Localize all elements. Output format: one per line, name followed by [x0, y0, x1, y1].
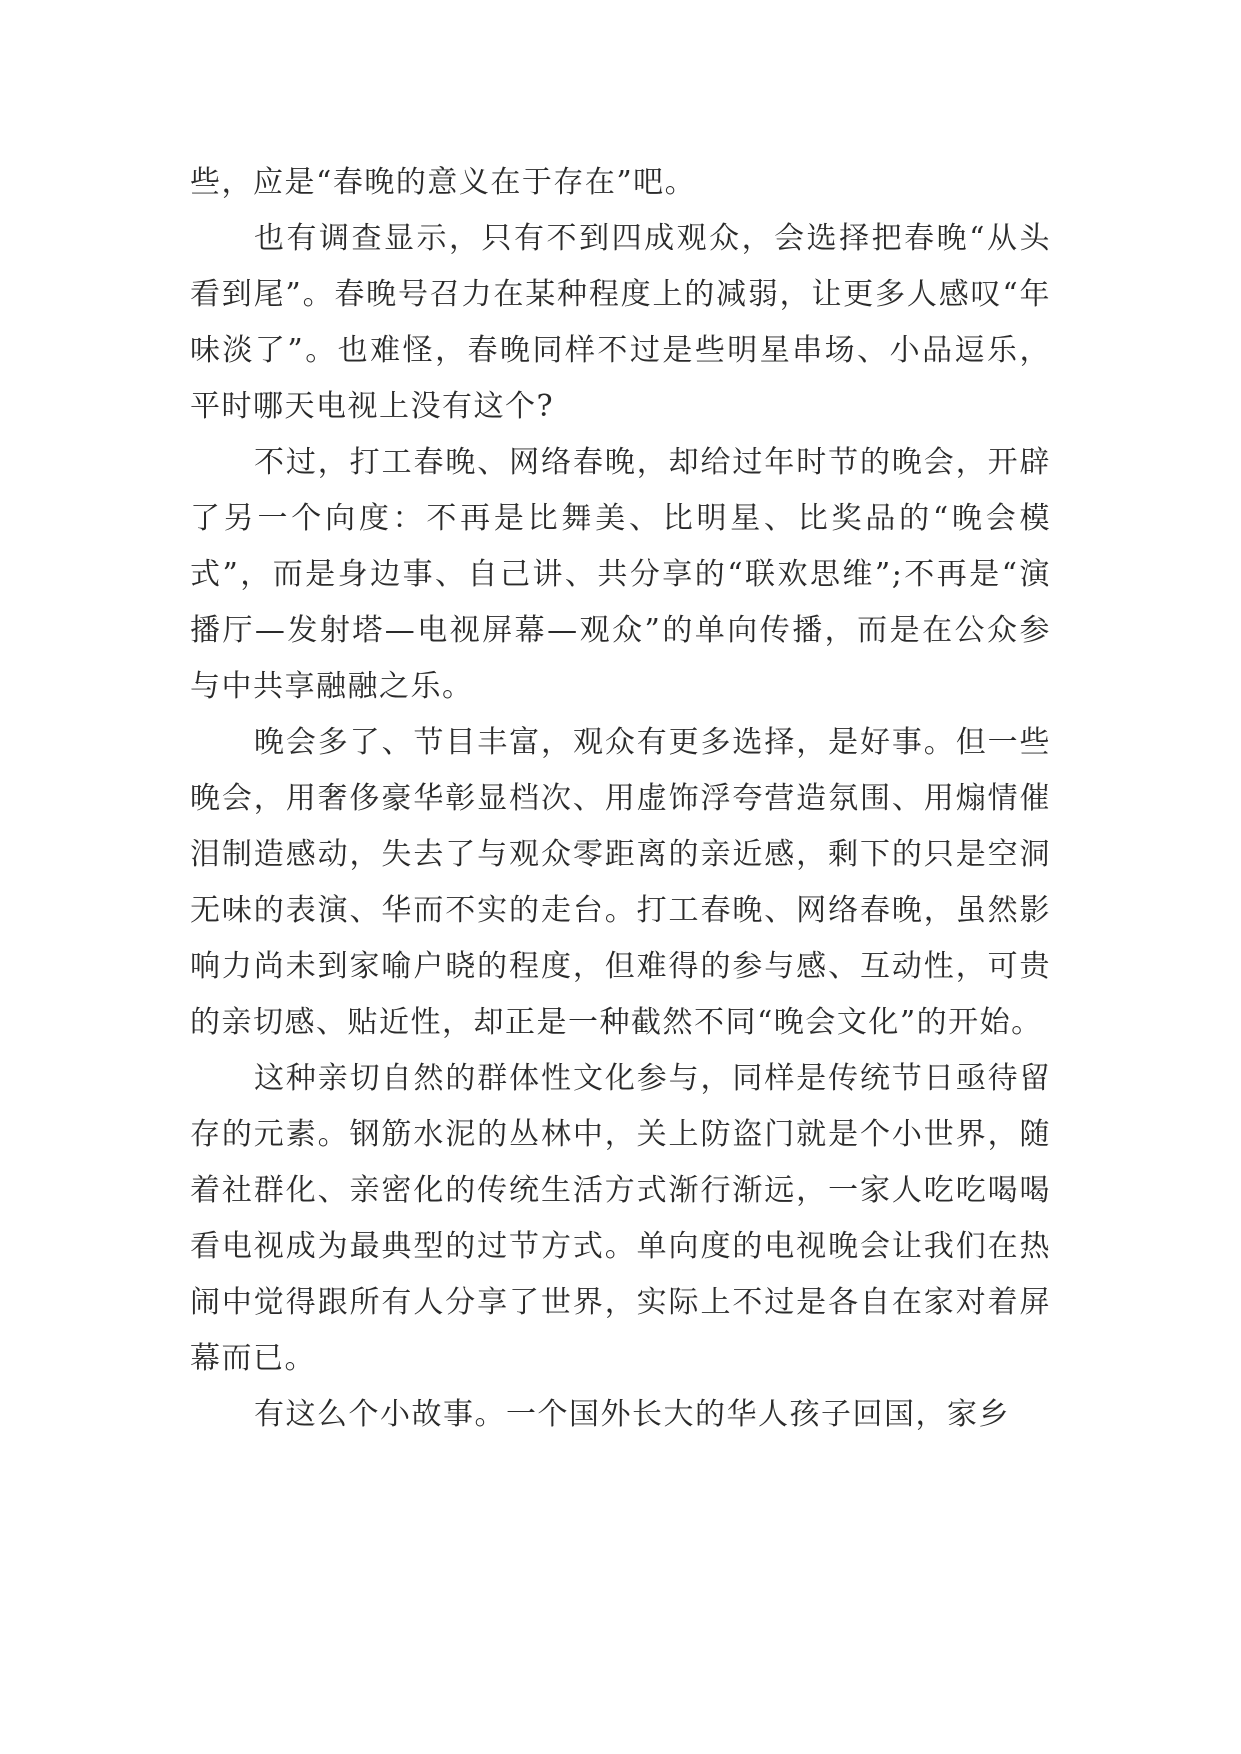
- paragraph-6: 有这么个小故事。一个国外长大的华人孩子回国，家乡: [254, 1397, 1010, 1432]
- paragraph-3: 不过，打工春晚、网络春晚，却给过年时节的晚会，开辟了另一个向度：不再是比舞美、比明星、比奖品的“晚会模式”，而是身边事、自己讲、共分享的“联欢思维”;不再是“演播厅—发射塔—电视屏幕—观众”的单向传播，而是在公众参与中共享融融之乐。: [190, 445, 1051, 704]
- paragraph-2: 也有调查显示，只有不到四成观众，会选择把春晚“从头看到尾”。春晚号召力在某种程度上的减弱，让更多人感叹“年味淡了”。也难怪，春晚同样不过是些明星串场、小品逗乐，平时哪天电视上没有这个?: [190, 221, 1051, 424]
- paragraph-1: 些，应是“春晚的意义在于存在”吧。: [190, 165, 697, 200]
- paragraph-4: 晚会多了、节目丰富，观众有更多选择，是好事。但一些晚会，用奢侈豪华彰显档次、用虚饰浮夸营造氛围、用煽情催泪制造感动，失去了与观众零距离的亲近感，剩下的只是空洞无味的表演、华而不实的走台。打工春晚、网络春晚，虽然影响力尚未到家喻户晓的程度，但难得的参与感、互动性，可贵的亲切感、贴近性，却正是一种截然不同“晚会文化”的开始。: [190, 725, 1051, 1040]
- paragraph-5: 这种亲切自然的群体性文化参与，同样是传统节日亟待留存的元素。钢筋水泥的丛林中，关上防盗门就是个小世界，随着社群化、亲密化的传统生活方式渐行渐远，一家人吃吃喝喝看电视成为最典型的过节方式。单向度的电视晚会让我们在热闹中觉得跟所有人分享了世界，实际上不过是各自在家对着屏幕而已。: [190, 1061, 1051, 1376]
- article-body: [190, 155, 1051, 1443]
